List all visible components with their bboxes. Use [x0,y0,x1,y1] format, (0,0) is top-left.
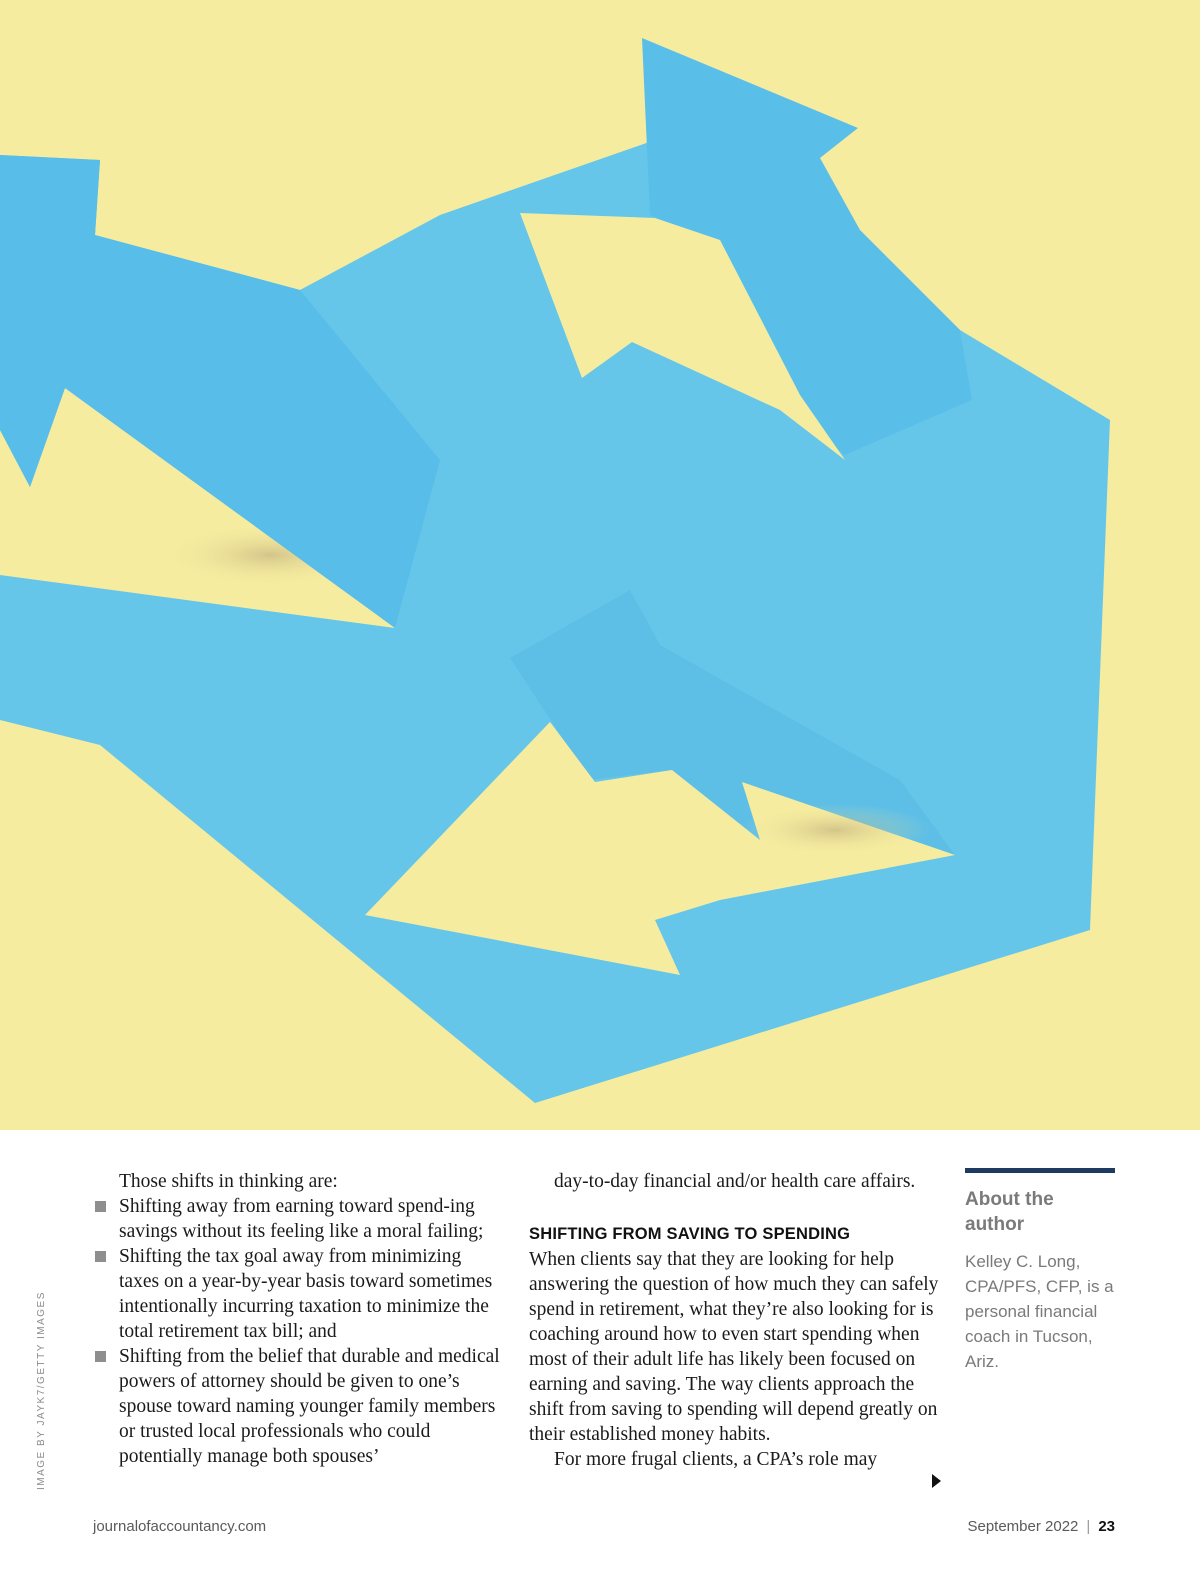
section-heading: SHIFTING FROM SAVING TO SPENDING [529,1225,851,1243]
footer-website: journalofaccountancy.com [93,1518,267,1535]
list-item: Shifting from the belief that durable and medical powers of attorney should be given to one’s spouse toward naming younger family members or trusted local professionals who could potentially manage both spouses’ [93,1344,503,1469]
page-number: 23 [1098,1518,1115,1535]
about-author-sidebar [965,1168,1115,1374]
bullet-square-icon [95,1251,106,1262]
bullet-square-icon [95,1201,106,1212]
list-intro: Those shifts in thinking are: [119,1171,338,1192]
article-column-2 [529,1169,944,1472]
footer-issue [967,1518,1115,1535]
issue-date: September 2022 [967,1518,1079,1535]
sidebar-title: About the author [965,1189,1054,1235]
bullet-list [93,1194,503,1469]
footer-separator: | [1086,1518,1091,1535]
body-paragraph: For more frugal clients, a CPA’s role may [554,1449,878,1470]
continue-arrow-icon [932,1474,941,1488]
continued-text: day-to-day financial and/or health care affairs. [554,1171,916,1192]
image-credit: IMAGE BY JAYK7/GETTY IMAGES [36,1291,47,1490]
shadow-lower [740,804,930,856]
body-paragraph: When clients say that they are looking for help answering the question of how much they can safely spend in retirement, what they’re also looking for is coaching around how to even start spending when most of their adult life has likely been focused on earning and saving. The way clients approach the shift from saving to spending will depend greatly on their established money habits. [529,1249,939,1445]
article-column-1 [93,1169,503,1469]
list-item: Shifting the tax goal away from minimizing taxes on a year-by-year basis toward sometimes intentionally incurring taxation to minimize the total retirement tax bill; and [93,1244,503,1344]
list-item: Shifting away from earning toward spend-ing savings without its feeling like a moral failing; [93,1194,503,1244]
bullet-square-icon [95,1351,106,1362]
sidebar-rule [965,1168,1115,1173]
author-bio: Kelley C. Long, CPA/PFS, CFP, is a personal financial coach in Tucson, Ariz. [965,1252,1114,1371]
